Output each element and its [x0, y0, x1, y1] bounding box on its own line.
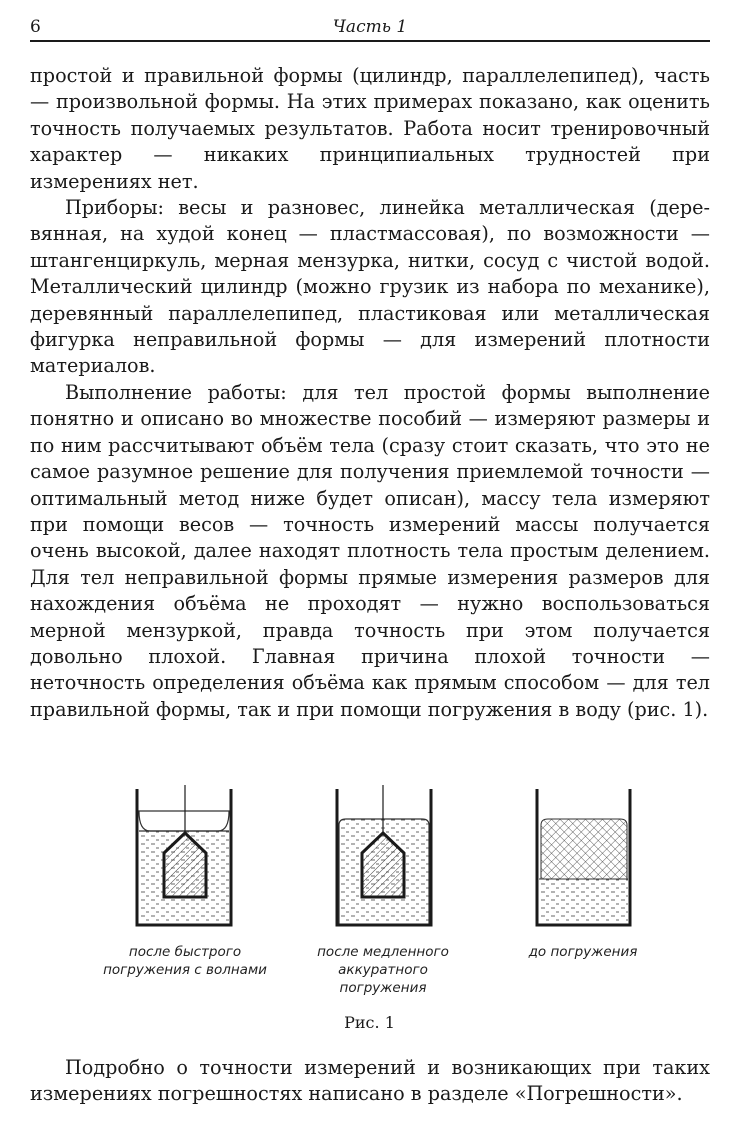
caption-before-immersion: до погружения — [528, 944, 638, 960]
figure-1 — [0, 785, 739, 1005]
figure-label: Рис. 1 — [344, 1013, 395, 1032]
paragraph-procedure: Выполнение работы: для тел простой формы выполнение понятно и описано во множестве пособий — измеряют размеры и по ним рассчитывают объём тела (сразу стоит сказать, что это не самое разумное решение для получения приемлемой точности — оптимальный метод ниже будет описан), массу тела измеряют при помощи весов — точность измерений массы получается очень высокой, далее находят плотность тела простым делением. Для тел неправильной формы прямые измерения размеров для нахождения объёма не проходят — нужно воспользоваться мерной мензуркой, правда точность при этом получается довольно плохой. Главная причина плохой точности — неточность определения объёма как прямым способом — для тел правильной формы, так и при помощи погружения в воду (рис. 1). — [30, 380, 710, 721]
vessel-slow-immersion — [337, 785, 431, 925]
closing-text — [30, 1055, 710, 1108]
vessel-before-immersion — [537, 789, 630, 925]
page-header — [30, 14, 710, 42]
running-head: Часть 1 — [332, 17, 408, 37]
paragraph-closing: Подробно о точности измерений и возникающих при таких измерениях погрешностях написано в разделе «Погрешности». — [30, 1056, 710, 1106]
body-before-immersion — [541, 819, 627, 879]
caption-slow-immersion: после медленного аккуратного погружения — [317, 944, 449, 996]
caption-fast-immersion: после быстрого погружения с волнами — [103, 944, 267, 978]
body-text — [30, 63, 710, 723]
vessel-fast-immersion — [137, 785, 231, 925]
paragraph-instruments: Приборы: весы и разновес, линейка металлическая (деревянная, на худой конец — пластмассовая), по возможности — штангенциркуль, мерная мензурка, нитки, сосуд с чистой водой. Металлический цилиндр (можно грузик из набора по механике), деревянный параллелепипед, пластиковая или металлическая фигурка неправильной формы — для измерений плотности материалов. — [30, 196, 710, 378]
paragraph-continuation: простой и правильной формы (цилиндр, параллелепипед), часть — произвольной формы. На этих примерах показано, как оценить точность получаемых результатов. Работа носит тренировочный характер — никаких принципиальных трудностей при измерениях нет. — [30, 64, 710, 193]
page-number: 6 — [30, 17, 41, 37]
